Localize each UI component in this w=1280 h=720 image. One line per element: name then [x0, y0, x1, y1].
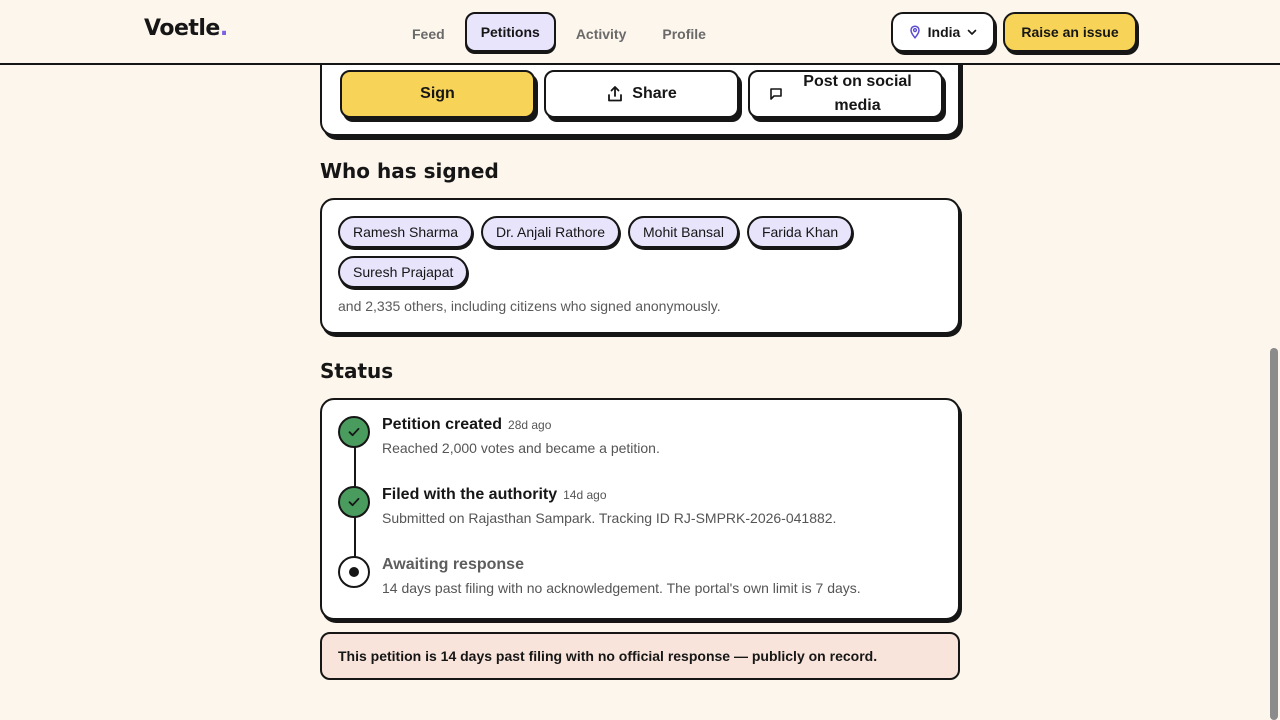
nav-profile[interactable]: Profile — [662, 26, 706, 42]
step-title — [382, 416, 551, 434]
signer-chip-list — [338, 216, 938, 288]
status-timeline-card — [320, 398, 960, 620]
post-social-button[interactable] — [748, 70, 943, 118]
nav-feed[interactable]: Feed — [412, 26, 445, 42]
share-button-label: Share — [632, 85, 677, 102]
post-social-label: Post on social media — [803, 73, 912, 114]
step-time-ago: 14d ago — [563, 488, 607, 502]
step-done-marker — [338, 416, 370, 448]
overdue-alert-banner: This petition is 14 days past filing with no official response — publicly on record. — [320, 632, 960, 680]
step-title-text: Awaiting response — [382, 556, 524, 573]
logo[interactable] — [144, 16, 228, 41]
step-title-text: Petition created — [382, 416, 503, 433]
signers-others-text: and 2,335 others, including citizens who signed anonymously. — [338, 298, 721, 314]
share-button[interactable] — [544, 70, 739, 118]
step-description: Submitted on Rajasthan Sampark. Tracking ID RJ-SMPRK-2026-041882. — [382, 510, 837, 526]
sign-button[interactable] — [340, 70, 535, 118]
signer-chip[interactable]: Dr. Anjali Rathore — [481, 216, 620, 248]
signers-card — [320, 198, 960, 334]
step-title — [382, 556, 524, 574]
raise-issue-button[interactable]: Raise an issue — [1003, 12, 1137, 52]
nav-petitions[interactable]: Petitions — [465, 12, 556, 52]
chevron-down-icon — [966, 26, 978, 38]
signers-heading: Who has signed — [320, 159, 499, 183]
check-icon — [347, 495, 361, 509]
logo-dot: . — [219, 16, 228, 41]
signer-chip[interactable]: Suresh Prajapat — [338, 256, 468, 288]
country-selector[interactable] — [891, 12, 995, 52]
main-nav — [396, 12, 722, 52]
upload-share-icon — [606, 85, 624, 103]
step-title-text: Filed with the authority — [382, 486, 558, 503]
sign-button-label: Sign — [420, 85, 455, 102]
top-navbar — [0, 0, 1280, 65]
step-pending-marker — [338, 556, 370, 588]
signer-chip[interactable]: Farida Khan — [747, 216, 853, 248]
map-pin-icon — [908, 25, 922, 39]
speech-bubble-icon — [769, 87, 783, 101]
step-done-marker — [338, 486, 370, 518]
step-time-ago: 28d ago — [508, 418, 552, 432]
signer-chip[interactable]: Mohit Bansal — [628, 216, 739, 248]
logo-text: Voetle — [144, 16, 220, 41]
pending-dot-icon — [349, 567, 359, 577]
scrollbar-thumb[interactable] — [1270, 348, 1278, 720]
signer-chip[interactable]: Ramesh Sharma — [338, 216, 473, 248]
status-heading: Status — [320, 359, 394, 383]
step-title — [382, 486, 607, 504]
step-description: 14 days past filing with no acknowledgement. The portal's own limit is 7 days. — [382, 580, 861, 596]
country-label: India — [927, 24, 961, 40]
check-icon — [347, 425, 361, 439]
step-description: Reached 2,000 votes and became a petition. — [382, 440, 660, 456]
nav-activity[interactable]: Activity — [575, 26, 627, 42]
